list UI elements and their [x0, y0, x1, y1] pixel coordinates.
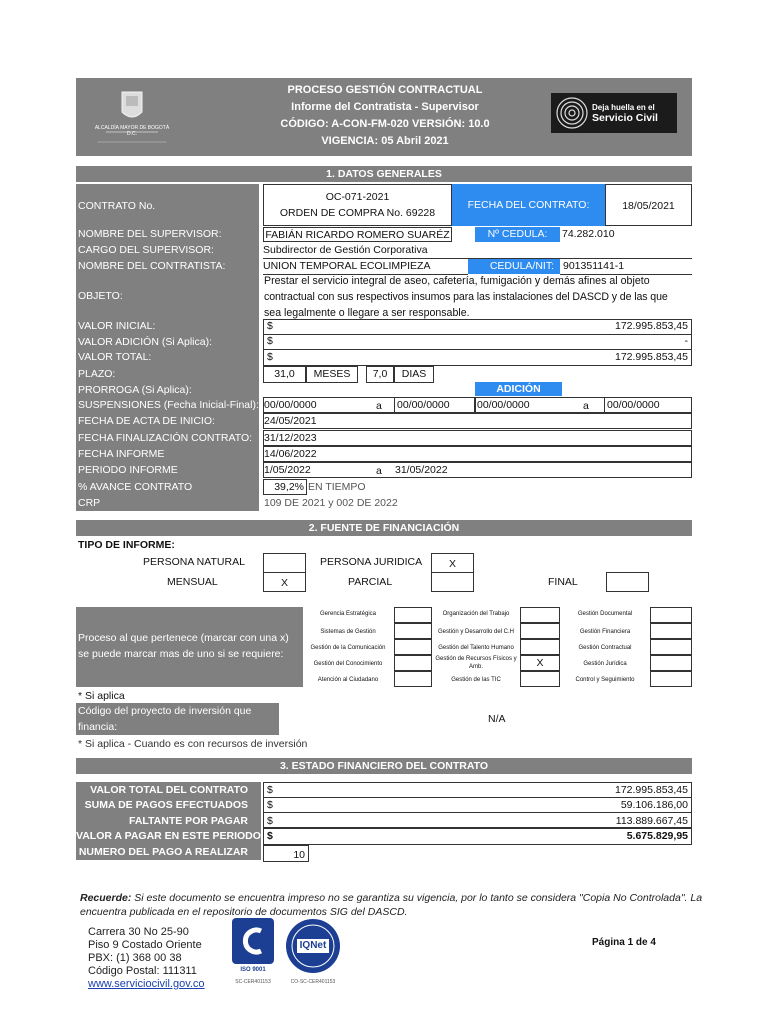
financial-currency-faltante: $	[267, 815, 273, 827]
address-line-4: Código Postal: 111311	[88, 965, 197, 977]
valor-adicion-label: VALOR ADICIÓN (Si Aplica):	[78, 336, 213, 348]
financial-value-faltante: 113.889.667,45	[615, 815, 688, 827]
si-aplica-inversion-note: * Si aplica - Cuando es con recursos de inversión	[78, 738, 308, 750]
plazo-meses: 31,0	[263, 366, 306, 383]
mensual-checkbox[interactable]: X	[263, 572, 306, 592]
valor-inicial-currency: $	[267, 320, 273, 332]
proceso-label: Proceso al que pertenece (marcar con una x) se puede marcar mas de uno si se requiere:	[78, 632, 289, 660]
avance-value: 39,2%	[263, 479, 307, 495]
proceso-sistemas-gestion: Sistemas de Gestión	[320, 629, 376, 635]
finalizacion-label: FECHA FINALIZACIÓN CONTRATO:	[78, 432, 253, 444]
nit-value: 901351141-1	[560, 259, 692, 275]
valor-adicion-currency: $	[267, 335, 273, 347]
finalizacion-value: 31/12/2023	[263, 430, 692, 446]
proceso-check-3-5[interactable]	[650, 671, 692, 687]
address-line-3: PBX: (1) 368 00 38	[88, 952, 182, 964]
section-3-title: 3. ESTADO FINANCIERO DEL CONTRATO	[76, 758, 692, 774]
alcaldia-logo-text: ALCALDÍA MAYOR DE BOGOTÁ D.C.	[94, 125, 170, 137]
crp-value: 109 DE 2021 y 002 DE 2022	[264, 497, 398, 509]
periodo-a: a	[376, 465, 382, 477]
financial-currency-periodo: $	[267, 830, 273, 842]
avance-status: EN TIEMPO	[308, 481, 366, 493]
nit-label: CEDULA/NIT:	[468, 259, 560, 274]
proceso-check-2-4[interactable]: X	[520, 655, 560, 671]
contrato-number: OC-071-2021	[325, 191, 390, 203]
fingerprint-icon	[554, 95, 590, 131]
servicio-civil-logo	[551, 93, 677, 133]
cargo-label: CARGO DEL SUPERVISOR:	[78, 244, 214, 256]
iqnet-code: CO-SC-CER401153	[290, 979, 336, 985]
periodo-to: 31/05/2022	[395, 464, 448, 476]
persona-juridica-label: PERSONA JURIDICA	[320, 556, 423, 568]
iso-label: ISO 9001	[240, 967, 266, 973]
orden-compra: ORDEN DE COMPRA No. 69228	[279, 207, 436, 219]
adicion-a: a	[583, 400, 589, 412]
persona-natural-label: PERSONA NATURAL	[143, 556, 245, 568]
header-validity: VIGENCIA: 05 Abril 2021	[321, 135, 449, 147]
persona-natural-checkbox[interactable]	[263, 553, 306, 573]
proceso-check-2-5[interactable]	[520, 671, 560, 687]
adicion-from: 00/00/0000	[475, 397, 692, 413]
proceso-check-1-3[interactable]	[394, 639, 432, 655]
informe-label: FECHA INFORME	[78, 448, 165, 460]
website-link[interactable]: www.serviciocivil.gov.co	[88, 978, 205, 990]
cedula-value: 74.282.010	[562, 228, 615, 240]
fecha-contrato-label: FECHA DEL CONTRATO:	[452, 184, 605, 226]
contrato-label: CONTRATO No.	[78, 200, 156, 212]
contratista-value: UNION TEMPORAL ECOLIMPIEZA	[263, 259, 468, 275]
periodo-from: 1/05/2022	[263, 462, 692, 478]
recuerde-line-2: encuentra publicada en el repositorio de documentos SIG del DASCD.	[80, 906, 408, 918]
dias-label: DIAS	[394, 366, 434, 383]
proceso-gerencia-estrategica: Gerencia Estratégica	[319, 611, 377, 617]
suspension-from: 00/00/0000	[263, 397, 475, 413]
financial-label-pagos: SUMA DE PAGOS EFECTUADOS	[84, 799, 248, 811]
suspension-a: a	[376, 400, 382, 412]
valor-inicial: 172.995.853,45	[615, 320, 688, 332]
numero-pago: 10	[263, 845, 309, 862]
alcaldia-logo	[92, 88, 172, 148]
codigo-label-line-2: financia:	[78, 721, 118, 733]
header-code: CÓDIGO: A-CON-FM-020 VERSIÓN: 10.0	[280, 118, 490, 130]
iqnet-label: IQNet	[299, 940, 327, 951]
financial-currency-pagos: $	[267, 799, 273, 811]
address-line-2: Piso 9 Costado Oriente	[88, 939, 202, 951]
proceso-check-3-4[interactable]	[650, 655, 692, 671]
recuerde-line-1: Si este documento se encuentra impreso no se garantiza su vigencia, por lo tanto se considera "Copia No Controlada". La	[131, 892, 703, 904]
financial-label-total: VALOR TOTAL DEL CONTRATO	[90, 784, 248, 796]
proceso-juridica: Gestión Jurídica	[583, 661, 627, 667]
icontec-icon	[231, 917, 275, 965]
proceso-organizacion-trabajo: Organización del Trabajo	[442, 611, 510, 617]
objeto-line-1: Prestar el servicio integral de aseo, cafetería, fumigación y demás afines al objeto	[264, 275, 650, 287]
objeto-line-3: sea legalmente o llegare a ser responsable.	[264, 307, 470, 319]
header-process: PROCESO GESTIÓN CONTRACTUAL	[287, 84, 483, 96]
suspensiones-label: SUSPENSIONES (Fecha Inicial-Final):	[78, 399, 259, 411]
fecha-contrato: 18/05/2021	[605, 184, 692, 226]
proceso-check-1-1[interactable]	[394, 607, 432, 623]
proceso-check-3-1[interactable]	[650, 607, 692, 623]
section-2-title: 2. FUENTE DE FINANCIACIÓN	[76, 520, 692, 536]
financial-value-pagos: 59.106.186,00	[620, 799, 688, 811]
supervisor-name: FABIÁN RICARDO ROMERO SUARÉZ	[263, 227, 452, 242]
proceso-check-2-3[interactable]	[520, 639, 560, 655]
proceso-tic: Gestión de las TIC	[451, 677, 501, 683]
contratista-label: NOMBRE DEL CONTRATISTA:	[78, 260, 226, 272]
proceso-control-seguimiento: Control y Seguimiento	[575, 677, 635, 683]
proceso-talento-humano: Gestión del Talento Humano	[438, 645, 514, 651]
proceso-check-2-2[interactable]	[520, 623, 560, 639]
proceso-check-1-2[interactable]	[394, 623, 432, 639]
valor-total-label: VALOR TOTAL:	[78, 351, 152, 363]
proceso-financiera: Gestión Financiera	[579, 629, 631, 635]
financial-label-numero: NUMERO DEL PAGO A REALIZAR	[78, 846, 248, 858]
parcial-checkbox[interactable]	[431, 572, 474, 592]
cedula-label: Nº CEDULA:	[475, 227, 560, 242]
recuerde-bold: Recuerde:	[80, 892, 132, 904]
final-checkbox[interactable]	[606, 572, 649, 592]
supervisor-label: NOMBRE DEL SUPERVISOR:	[78, 228, 222, 240]
proceso-check-1-4[interactable]	[394, 655, 432, 671]
crp-label: CRP	[78, 497, 101, 509]
section-1-title: 1. DATOS GENERALES	[76, 166, 692, 182]
plazo-label: PLAZO:	[78, 368, 116, 380]
persona-juridica-checkbox[interactable]: X	[431, 553, 474, 573]
iqnet-certificate-logo	[283, 917, 343, 989]
proceso-desarrollo-ch: Gestión y Desarrollo del C.H	[437, 629, 515, 635]
si-aplica-note: * Si aplica	[78, 690, 125, 702]
objeto-label: OBJETO:	[78, 290, 123, 302]
proceso-recursos-fisicos: Gestión de Recursos Físicos y Amb.	[435, 656, 517, 670]
periodo-label: PERIODO INFORME	[78, 464, 178, 476]
informe-value: 14/06/2022	[263, 446, 692, 462]
avance-label: % AVANCE CONTRATO	[78, 481, 193, 493]
recuerde-note	[80, 891, 720, 919]
prorroga-label: PRORROGA (Si Aplica):	[78, 384, 192, 396]
cargo-value: Subdirector de Gestión Corporativa	[263, 243, 692, 259]
codigo-value: N/A	[488, 713, 506, 725]
valor-total: 172.995.853,45	[615, 351, 688, 363]
financial-value-periodo: 5.675.829,95	[626, 830, 688, 842]
header-report-title: Informe del Contratista - Supervisor	[291, 101, 479, 113]
plazo-dias: 7,0	[366, 366, 394, 383]
valor-inicial-label: VALOR INICIAL:	[78, 320, 156, 332]
proceso-check-3-2[interactable]	[650, 623, 692, 639]
proceso-conocimiento: Gestión del Conocimiento	[313, 661, 383, 667]
valor-total-currency: $	[267, 351, 273, 363]
codigo-label-line-1: Código del proyecto de inversión que	[78, 705, 252, 717]
address-block	[88, 926, 205, 991]
parcial-label: PARCIAL	[348, 576, 393, 588]
iso-certificate-logo	[231, 917, 275, 989]
address-line-1: Carrera 30 No 25-90	[88, 926, 189, 938]
financial-value-total: 172.995.853,45	[615, 784, 688, 796]
proceso-documental: Gestión Documental	[577, 611, 633, 617]
final-label: FINAL	[548, 576, 578, 588]
proceso-check-1-5[interactable]	[394, 671, 432, 687]
financial-label-periodo: VALOR A PAGAR EN ESTE PERIODO	[76, 830, 261, 842]
logo-tagline-2: Servicio Civil	[592, 112, 658, 124]
financial-label-faltante: FALTANTE POR PAGAR	[129, 815, 248, 827]
objeto-line-2: contractual con sus respectivos insumos para las instalaciones del DASCD y de las que	[264, 291, 668, 303]
proceso-check-3-3[interactable]	[650, 639, 692, 655]
proceso-comunicacion: Gestión de la Comunicación	[310, 645, 386, 651]
acta-value: 24/05/2021	[263, 413, 692, 429]
meses-label: MESES	[306, 366, 358, 383]
iso-code: SC-CER401153	[235, 979, 271, 985]
suspension-to: 00/00/0000	[394, 397, 475, 413]
page-number: Página 1 de 4	[592, 937, 656, 948]
coat-of-arms-icon	[92, 88, 172, 148]
adicion-to: 00/00/0000	[604, 397, 692, 413]
acta-label: FECHA DE ACTA DE INICIO:	[78, 415, 215, 427]
logo-tagline-1: Deja huella en el	[592, 103, 655, 112]
proceso-atencion-ciudadano: Atención al Ciudadano	[317, 677, 379, 683]
adicion-label: ADICIÓN	[475, 382, 562, 396]
proceso-contractual: Gestión Contractual	[578, 645, 632, 651]
mensual-label: MENSUAL	[167, 576, 218, 588]
tipo-informe-label: TIPO DE INFORME:	[78, 539, 175, 551]
proceso-check-2-1[interactable]	[520, 607, 560, 623]
financial-currency-total: $	[267, 784, 273, 796]
valor-adicion: -	[684, 335, 688, 347]
